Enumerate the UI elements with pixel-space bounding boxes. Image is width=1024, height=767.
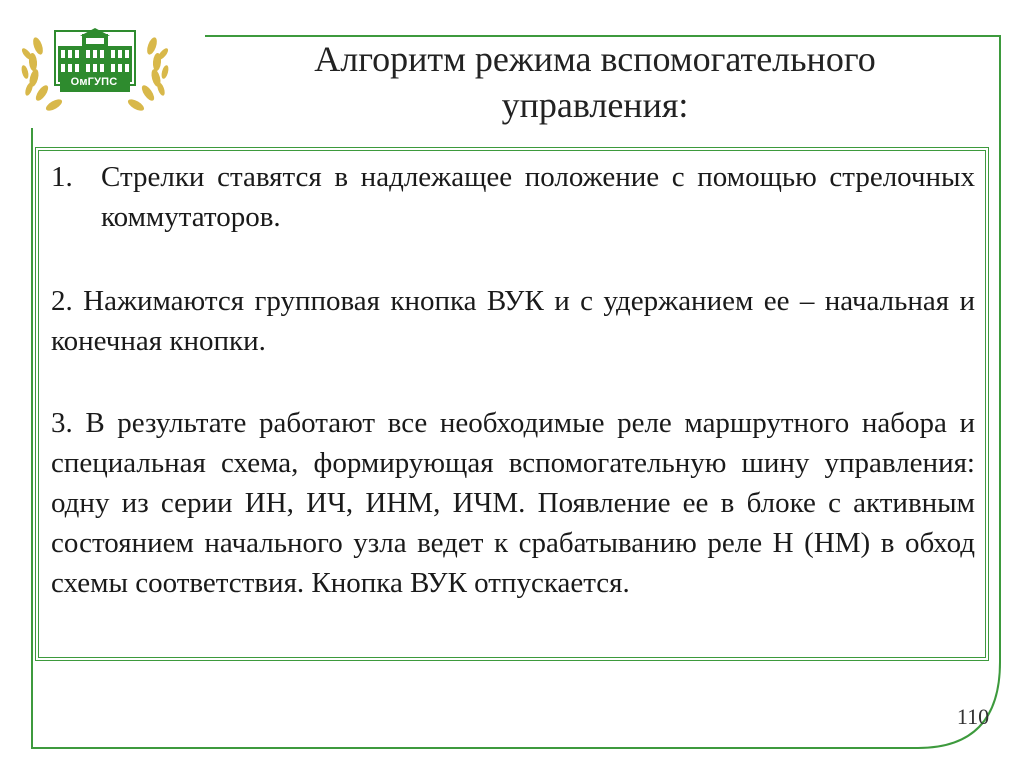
list-item-2 — [51, 281, 975, 361]
logo-label: ОмГУПС — [70, 76, 118, 88]
list-item-number: 1. — [51, 161, 73, 193]
page-number: 110 — [956, 704, 990, 729]
list-item-text: 3. В результате работают все необходимые реле маршрутного набора и специальная схема, формирующая вспомогательную шину управления: одну из серии ИН, ИЧ, ИНМ, ИЧМ. Появление ее в блоке с активным состоянием начального узла ведет к срабатыванию реле Н (НМ) в обход схемы соответствия. Кнопка ВУК отпускается. — [51, 407, 975, 599]
list-item-text: Стрелки ставятся в надлежащее положение с помощью стрелочных коммутаторов. — [101, 161, 975, 233]
title-line-1: Алгоритм режима вспомогательного — [314, 39, 876, 79]
title-line-2: управления: — [501, 85, 689, 125]
list-item-text: 2. Нажимаются групповая кнопка ВУК и с удержанием ее – начальная и конечная кнопки. — [51, 285, 975, 357]
list-item-1 — [51, 157, 975, 237]
list-item-3 — [51, 403, 975, 603]
content-box — [38, 150, 986, 658]
slide-title — [250, 36, 940, 128]
university-logo-icon — [20, 16, 170, 122]
